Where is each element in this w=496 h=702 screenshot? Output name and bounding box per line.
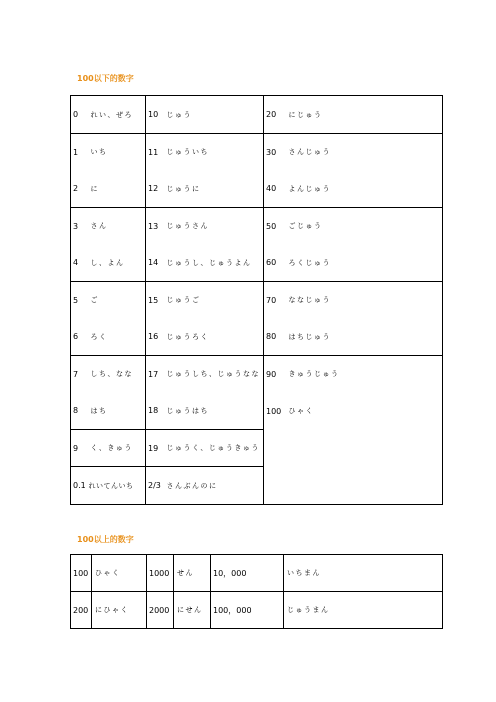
number-cell: 70 xyxy=(264,282,286,319)
number-cell: 1000 xyxy=(147,555,174,592)
number-cell: 4 xyxy=(73,258,79,268)
number-cell xyxy=(264,467,286,505)
table-row xyxy=(71,467,443,505)
reading-cell: いちまん xyxy=(284,555,443,592)
reading-cell: ななじゅう xyxy=(286,282,443,319)
reading-cell: ひゃく xyxy=(92,555,147,592)
table-row xyxy=(71,134,443,171)
number-cell: 20 xyxy=(264,96,286,134)
reading-cell: さんぶんのに xyxy=(164,467,264,505)
number-cell: 3 xyxy=(71,208,88,245)
reading-cell: に xyxy=(90,184,99,193)
reading-cell: れいてんいち xyxy=(88,467,146,505)
number-cell: 2000 xyxy=(147,592,174,629)
number-cell: 13 xyxy=(146,208,164,245)
number-cell: 16 xyxy=(146,319,164,356)
reading-cell: じゅうさん xyxy=(164,208,264,245)
number-cell: 30 xyxy=(264,134,286,171)
table-row xyxy=(71,555,443,592)
reading-cell: しち、なな xyxy=(88,356,146,393)
number-cell xyxy=(264,430,286,467)
reading-cell: じゅうしち、じゅうなな xyxy=(164,356,264,393)
reading-cell: はちじゅう xyxy=(288,332,331,341)
table-row xyxy=(71,430,443,467)
table-row xyxy=(71,96,443,134)
reading-cell: さん xyxy=(88,208,146,245)
reading-cell: く、きゅう xyxy=(88,430,146,467)
table-row xyxy=(71,245,443,282)
number-cell: 5 xyxy=(71,282,88,319)
reading-cell: ごじゅう xyxy=(286,208,443,245)
reading-cell: にせん xyxy=(174,592,211,629)
number-cell: 100，000 xyxy=(211,592,284,629)
table-row xyxy=(71,171,443,208)
number-cell: 17 xyxy=(146,356,164,393)
number-cell: 7 xyxy=(71,356,88,393)
reading-cell: はち xyxy=(90,406,108,415)
table-row xyxy=(71,282,443,319)
number-cell: 50 xyxy=(264,208,286,245)
heading-above-100: 100以上的数字 xyxy=(77,535,134,544)
number-cell: 15 xyxy=(146,282,164,319)
number-cell: 11 xyxy=(146,134,164,171)
number-cell: 19 xyxy=(146,430,164,467)
reading-cell: せん xyxy=(174,555,211,592)
number-cell: 8 xyxy=(73,406,79,416)
table-row xyxy=(71,356,443,393)
reading-cell: じゅうまん xyxy=(284,592,443,629)
reading-cell: ご xyxy=(88,282,146,319)
number-cell: 2 xyxy=(73,184,79,194)
reading-cell: さんじゅう xyxy=(286,134,443,171)
number-cell: 6 xyxy=(73,332,79,342)
number-cell: 100 xyxy=(71,555,92,592)
heading-below-100: 100以下的数字 xyxy=(77,74,134,83)
reading-cell: じゅうし、じゅうよん xyxy=(166,258,252,267)
number-cell: 60 xyxy=(264,245,286,282)
reading-cell: ろく xyxy=(90,332,108,341)
reading-cell: ろくじゅう xyxy=(288,258,331,267)
table-row xyxy=(71,393,443,430)
number-cell: 90 xyxy=(264,356,286,393)
number-cell: 1 xyxy=(71,134,88,171)
reading-cell: れい、ぜろ xyxy=(90,110,133,119)
number-cell: 0.1 xyxy=(71,467,88,505)
number-cell: 0 xyxy=(73,110,79,119)
reading-cell: にじゅう xyxy=(288,110,323,119)
reading-cell: じゅういち xyxy=(164,134,264,171)
reading-cell: じゅうご xyxy=(164,282,264,319)
reading-cell: じゅう xyxy=(166,110,192,119)
table-row xyxy=(71,592,443,629)
number-cell: 10 xyxy=(146,96,164,134)
reading-cell xyxy=(286,467,443,505)
reading-cell: きゅうじゅう xyxy=(286,356,443,393)
table-row xyxy=(71,319,443,356)
reading-cell: よんじゅう xyxy=(288,184,331,193)
reading-cell: じゅうに xyxy=(166,184,201,193)
reading-cell: し、よん xyxy=(90,258,125,267)
reading-cell xyxy=(286,430,443,467)
number-cell: 80 xyxy=(264,319,286,356)
number-cell: 12 xyxy=(146,171,164,208)
number-cell: 10，000 xyxy=(211,555,284,592)
number-cell: 2/3 xyxy=(146,467,164,505)
reading-cell: じゅうく、じゅうきゅう xyxy=(164,430,264,467)
numbers-above-100-table xyxy=(70,554,443,629)
reading-cell: いち xyxy=(88,134,146,171)
reading-cell: にひゃく xyxy=(92,592,147,629)
reading-cell: ひゃく xyxy=(288,407,314,415)
number-cell: 40 xyxy=(264,171,286,208)
number-cell: 14 xyxy=(146,245,164,282)
number-cell: 200 xyxy=(71,592,92,629)
reading-cell: じゅうろく xyxy=(166,332,209,341)
table-row xyxy=(71,208,443,245)
numbers-below-100-table xyxy=(70,95,443,505)
number-cell: 100 xyxy=(264,393,286,430)
reading-cell: じゅうはち xyxy=(166,406,209,415)
number-cell: 18 xyxy=(146,393,164,430)
number-cell: 9 xyxy=(71,430,88,467)
